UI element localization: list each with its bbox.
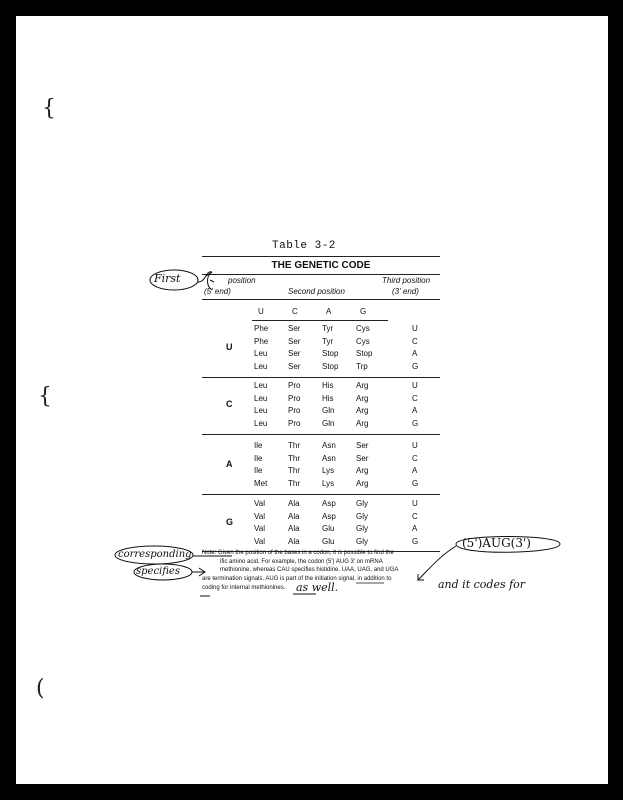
- amino-acid-cell: Ser: [288, 336, 301, 346]
- note-line: coding for internal methionines.: [202, 584, 286, 591]
- amino-acid-cell: Lys: [322, 466, 335, 475]
- amino-acid-cell: Ser: [288, 324, 301, 333]
- third-base-cell: U: [412, 499, 418, 508]
- amino-acid-cell: Arg: [356, 418, 369, 428]
- first-position-label: position: [228, 276, 256, 285]
- third-position-label: Third position: [382, 276, 431, 285]
- amino-acid-cell: Pro: [288, 381, 301, 390]
- third-base-cell: A: [412, 466, 418, 475]
- first-base-label: G: [226, 517, 234, 527]
- group-divider: [202, 377, 440, 378]
- binder-hole-mark: (: [36, 676, 45, 701]
- amino-acid-cell: Pro: [288, 406, 301, 415]
- amino-acid-cell: Arg: [356, 393, 369, 403]
- amino-acid-cell: Leu: [254, 418, 268, 428]
- amino-acid-cell: Ser: [288, 349, 301, 358]
- handwritten-codon: (5')AUG(3'): [462, 536, 531, 550]
- handwritten-codes-for: and it codes for: [438, 578, 526, 591]
- amino-acid-cell: Ile: [254, 466, 263, 475]
- amino-acid-cell: Thr: [288, 453, 300, 463]
- amino-acid-cell: Arg: [356, 466, 369, 475]
- amino-acid-cell: Cys: [356, 324, 370, 333]
- third-base-cell: U: [412, 441, 418, 450]
- amino-acid-cell: Leu: [254, 381, 268, 390]
- third-base-cell: A: [412, 406, 418, 415]
- note-line: methionine, whereas CAU specifies histidine. UAA, UAG, and UGA: [220, 567, 399, 574]
- amino-acid-cell: Gln: [322, 406, 335, 415]
- second-base-header: C: [292, 307, 298, 316]
- amino-acid-cell: Arg: [356, 478, 369, 488]
- genetic-code-table: [202, 256, 440, 552]
- group-divider: [202, 434, 440, 435]
- second-base-header: G: [360, 307, 367, 316]
- third-base-cell: C: [412, 336, 418, 346]
- third-base-cell: G: [412, 536, 419, 546]
- third-base-cell: C: [412, 511, 418, 521]
- amino-acid-cell: Asp: [322, 499, 336, 508]
- amino-acid-cell: Val: [254, 536, 265, 546]
- amino-acid-cell: Lys: [322, 478, 335, 488]
- amino-acid-cell: Gln: [322, 418, 335, 428]
- group-divider: [202, 494, 440, 495]
- amino-acid-cell: Phe: [254, 324, 269, 333]
- amino-acid-cell: Thr: [288, 466, 300, 475]
- amino-acid-cell: Leu: [254, 406, 268, 415]
- amino-acid-cell: Leu: [254, 393, 268, 403]
- amino-acid-cell: Leu: [254, 349, 268, 358]
- amino-acid-cell: Gly: [356, 511, 368, 521]
- amino-acid-cell: Val: [254, 499, 265, 508]
- amino-acid-cell: Cys: [356, 336, 370, 346]
- amino-acid-cell: Gly: [356, 536, 368, 546]
- amino-acid-cell: His: [322, 393, 334, 403]
- first-base-label: A: [226, 459, 233, 469]
- second-base-header: A: [326, 307, 332, 316]
- third-base-cell: C: [412, 393, 418, 403]
- amino-acid-cell: Ile: [254, 441, 263, 450]
- amino-acid-cell: Ala: [288, 536, 300, 546]
- first-position-end: (5' end): [204, 287, 231, 296]
- third-base-cell: G: [412, 418, 419, 428]
- amino-acid-cell: Gly: [356, 499, 368, 508]
- table-number: Table 3-2: [272, 240, 336, 252]
- amino-acid-cell: Ala: [288, 524, 300, 533]
- amino-acid-cell: Glu: [322, 536, 335, 546]
- amino-acid-cell: Asn: [322, 441, 336, 450]
- amino-acid-cell: Phe: [254, 336, 269, 346]
- third-base-cell: U: [412, 324, 418, 333]
- amino-acid-cell: Val: [254, 524, 265, 533]
- amino-acid-cell: Thr: [288, 441, 300, 450]
- third-base-cell: A: [412, 349, 418, 358]
- handwritten-specifies: specifies: [136, 566, 180, 577]
- second-position-label: Second position: [288, 287, 345, 296]
- amino-acid-cell: Asp: [322, 511, 336, 521]
- third-base-cell: U: [412, 381, 418, 390]
- amino-acid-cell: Stop: [356, 349, 373, 358]
- amino-acid-cell: Asn: [322, 453, 336, 463]
- third-base-cell: A: [412, 524, 418, 533]
- amino-acid-cell: Thr: [288, 478, 300, 488]
- amino-acid-cell: Pro: [288, 418, 301, 428]
- amino-acid-cell: Glu: [322, 524, 335, 533]
- handwritten-corresponding: corresponding: [118, 549, 192, 560]
- amino-acid-cell: Pro: [288, 393, 301, 403]
- note-line: Note: Given the position of the bases in a codon, it is possible to find the: [202, 550, 394, 556]
- third-position-end: (3' end): [392, 287, 419, 296]
- amino-acid-cell: Val: [254, 511, 265, 521]
- third-base-cell: C: [412, 453, 418, 463]
- amino-acid-cell: Gly: [356, 524, 368, 533]
- amino-acid-cell: Stop: [322, 361, 339, 371]
- note-line: ific amino acid. For example, the codon (5') AUG 3' on mRNA: [220, 558, 383, 565]
- handwritten-as-well: as well.: [296, 581, 339, 594]
- amino-acid-cell: Arg: [356, 406, 369, 415]
- amino-acid-cell: Stop: [322, 349, 339, 358]
- amino-acid-cell: Met: [254, 478, 268, 488]
- amino-acid-cell: Tyr: [322, 336, 334, 346]
- handwritten-first: First: [154, 272, 181, 285]
- binder-hole-mark: {: [38, 384, 52, 409]
- amino-acid-cell: Ser: [288, 361, 301, 371]
- amino-acid-cell: Ser: [356, 453, 369, 463]
- amino-acid-cell: Ser: [356, 441, 369, 450]
- second-base-header: U: [258, 307, 264, 316]
- amino-acid-cell: Ala: [288, 499, 300, 508]
- binder-hole-mark: {: [42, 96, 56, 121]
- amino-acid-cell: Tyr: [322, 324, 334, 333]
- third-base-cell: G: [412, 361, 419, 371]
- first-base-label: U: [226, 342, 233, 352]
- amino-acid-cell: Ala: [288, 511, 300, 521]
- amino-acid-cell: His: [322, 381, 334, 390]
- third-base-cell: G: [412, 478, 419, 488]
- first-base-label: C: [226, 399, 233, 409]
- amino-acid-cell: Arg: [356, 381, 369, 390]
- amino-acid-cell: Leu: [254, 361, 268, 371]
- note-line: are termination signals. AUG is part of the initiation signal, in addition to: [202, 576, 392, 583]
- table-title: THE GENETIC CODE: [271, 260, 371, 271]
- amino-acid-cell: Ile: [254, 453, 263, 463]
- amino-acid-cell: Trp: [356, 361, 368, 371]
